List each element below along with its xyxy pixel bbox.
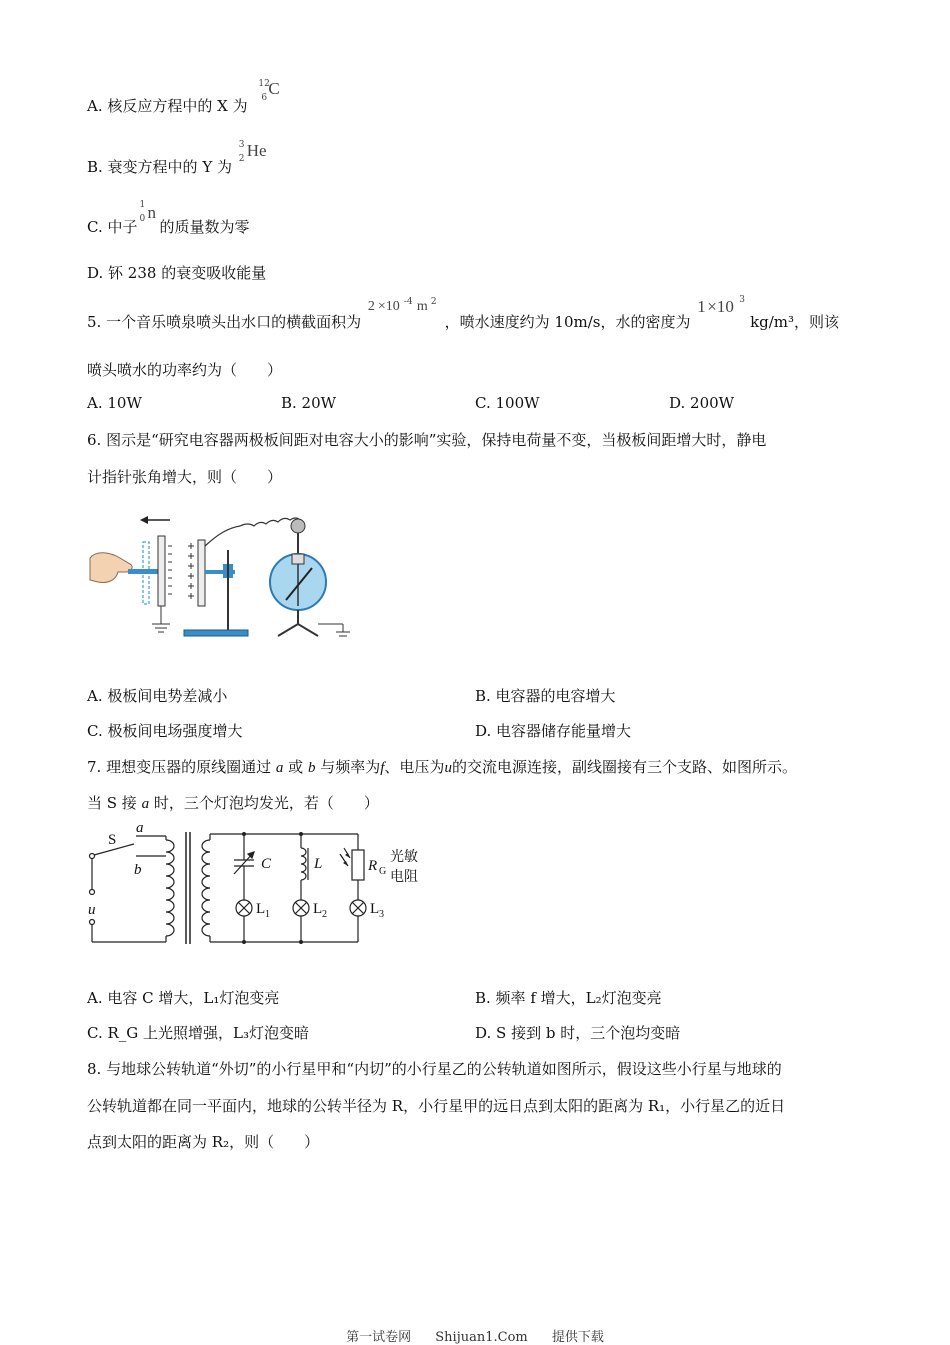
label-capacitor: C — [261, 856, 272, 872]
q4-option-d: D. 钚 238 的衰变吸收能量 — [87, 264, 267, 282]
electrometer-figure — [88, 506, 358, 650]
label-lamp1: L — [256, 901, 266, 917]
footer-site: 第一试卷网 — [346, 1330, 412, 1345]
dens-exp: 3 — [739, 295, 746, 305]
q6-option-b: B. 电容器的电容增大 — [475, 687, 616, 705]
nuclide-atomic: 2 — [238, 154, 245, 164]
nuclide-symbol: n — [147, 203, 156, 222]
page-footer — [0, 1326, 950, 1345]
nuclide-atomic: 0 — [139, 214, 146, 224]
footer-domain[interactable]: Shijuan1.Com — [435, 1330, 528, 1345]
q6-option-c: C. 极板间电场强度增大 — [87, 722, 243, 740]
label-lamp3-sub: 3 — [379, 909, 384, 920]
area-times: ×10 — [377, 299, 400, 314]
area-exp: -4 — [403, 297, 413, 307]
label-switch: S — [108, 832, 117, 848]
nuclide-atomic: 6 — [261, 93, 268, 103]
label-lamp2-sub: 2 — [322, 909, 327, 920]
label-resistor-sub: G — [379, 866, 387, 877]
label-inductor: L — [314, 856, 323, 872]
area-unit: m — [416, 299, 428, 314]
transformer-circuit — [86, 818, 436, 950]
q4-option-b: B. 衰变方程中的 Y 为 3 2 He — [87, 140, 267, 176]
footer-action: 提供下载 — [551, 1330, 604, 1345]
q6-option-d: D. 电容器储存能量增大 — [475, 722, 632, 740]
area-coef: 2 — [367, 299, 375, 314]
dens-times: ×10 — [707, 297, 734, 316]
label-u: u — [88, 902, 96, 918]
q5-stem-line2: 喷头喷水的功率约为（ ） — [87, 361, 283, 379]
q4-option-a: A. 核反应方程中的 X 为 12 6 C — [87, 79, 280, 115]
q7-option-c: C. R_G 上光照增强，L₃灯泡变暗 — [87, 1024, 309, 1042]
q6-stem-line1: 6. 图示是“研究电容器两极板间距对电容大小的影响”实验，保持电荷量不变，当极板间距增大时，静电 — [87, 431, 767, 449]
nuclide-symbol: He — [246, 141, 267, 160]
nuclide-mass: 1 — [139, 200, 146, 210]
dens-coef: 1 — [697, 297, 706, 316]
nuclide-symbol: C — [268, 79, 280, 98]
q8-stem-line3: 点到太阳的距离为 R₂，则（ ） — [87, 1133, 320, 1151]
q5-option-d: D. 200W — [669, 394, 735, 412]
q7-option-b: B. 频率 f 增大，L₂灯泡变亮 — [475, 989, 662, 1007]
q6-stem-line2: 计指针张角增大，则（ ） — [87, 468, 283, 486]
q7-stem-line1: 7. 理想变压器的原线圈通过 a 或 b 与频率为f、电压为u的交流电源连接，副线圈接有三个支路、如图所示。 — [87, 758, 797, 776]
nuclide-mass: 12 — [258, 79, 270, 89]
label-lamp1-sub: 1 — [265, 909, 270, 920]
q7-option-d: D. S 接到 b 时，三个泡均变暗 — [475, 1024, 681, 1042]
label-ldr-note1: 光敏 — [390, 849, 418, 865]
label-lamp3: L — [370, 901, 380, 917]
label-b: b — [134, 862, 142, 878]
label-a: a — [136, 820, 144, 836]
q8-stem-line2: 公转轨道都在同一平面内，地球的公转半径为 R，小行星甲的远日点到太阳的距离为 R₁，小行星乙的近日 — [87, 1097, 786, 1115]
label-resistor: R — [368, 858, 378, 874]
q4-option-c: C. 中子 1 0 n 的质量数为零 — [87, 200, 250, 236]
q5-stem-line1: 5. 一个音乐喷泉喷头出水口的横截面积为 2 ×10 -4 m 2 ，喷水速度约为 10m/s，水的密度为 1 ×10 3 kg/m³，则该 — [87, 295, 840, 331]
area-unit-exp: 2 — [430, 297, 437, 307]
label-lamp2: L — [313, 901, 323, 917]
nuclide-mass: 3 — [238, 140, 245, 150]
q5-option-c: C. 100W — [475, 394, 540, 412]
q5-option-a: A. 10W — [87, 394, 142, 412]
q7-option-a: A. 电容 C 增大，L₁灯泡变亮 — [87, 989, 280, 1007]
q6-option-a: A. 极板间电势差减小 — [87, 687, 228, 705]
q7-stem-line2: 当 S 接 a 时，三个灯泡均发光，若（ ） — [87, 794, 379, 812]
q8-stem-line1: 8. 与地球公转轨道“外切”的小行星甲和“内切”的小行星乙的公转轨道如图所示，假设这些小行星与地球的 — [87, 1060, 782, 1078]
label-ldr-note2: 电阻 — [390, 869, 418, 885]
q5-option-b: B. 20W — [281, 394, 337, 412]
